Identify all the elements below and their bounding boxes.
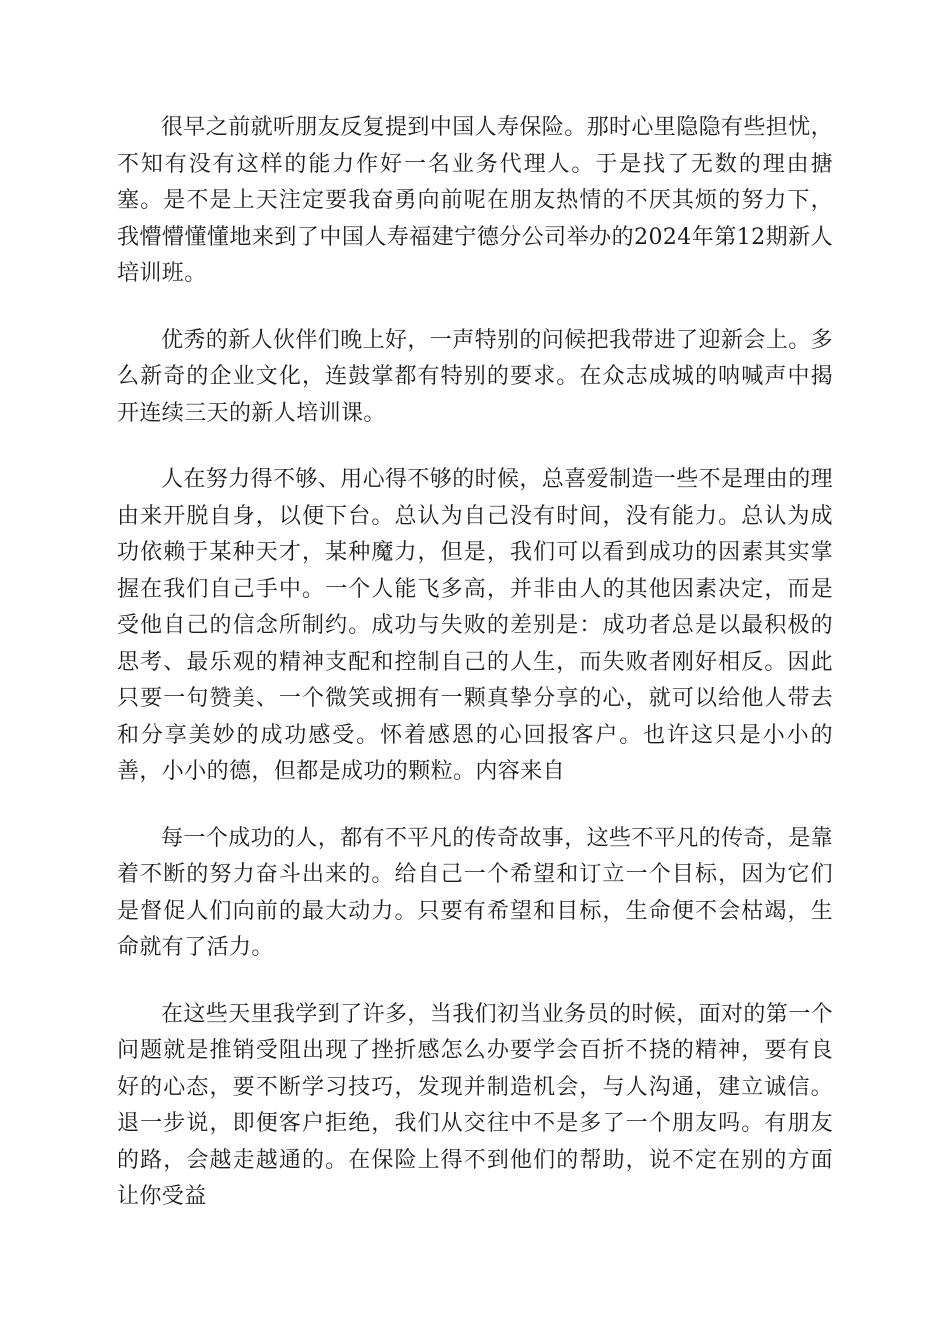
paragraph-5: 在这些天里我学到了许多，当我们初当业务员的时候，面对的第一个问题就是推销受阻出现了挫折感怎么办要学会百折不挠的精神，要有良好的心态，要不断学习技巧，发现并制造机会，与人沟通，建立诚信。退一步说，即便客户拒绝，我们从交往中不是多了一个朋友吗。有朋友的路，会越走越通的。在保险上得不到他们的帮助，说不定在别的方面让你受益	[117, 1001, 834, 1209]
document-page	[117, 110, 833, 1246]
paragraph-3: 人在努力得不够、用心得不够的时候，总喜爱制造一些不是理由的理由来开脱自身，以便下台。总认为自己没有时间，没有能力。总认为成功依赖于某种天才，某种魔力，但是，我们可以看到成功的因素其实掌握在我们自己手中。一个人能飞多高，并非由人的其他因素决定，而是受他自己的信念所制约。成功与失败的差别是：成功者总是以最积极的思考、最乐观的精神支配和控制自己的人生，而失败者刚好相反。因此只要一句赞美、一个微笑或拥有一颗真挚分享的心，就可以给他人带去和分享美妙的成功感受。怀着感恩的心回报客户。也许这只是小小的善，小小的德，但都是成功的颗粒。内容来自	[117, 467, 834, 784]
paragraph-4: 每一个成功的人，都有不平凡的传奇故事，这些不平凡的传奇，是靠着不断的努力奋斗出来的。给自己一个希望和订立一个目标，因为它们是督促人们向前的最大动力。只要有希望和目标，生命便不会枯竭，生命就有了活力。	[117, 825, 834, 960]
paragraph-1: 很早之前就听朋友反复提到中国人寿保险。那时心里隐隐有些担忧，不知有没有这样的能力作好一名业务代理人。于是找了无数的理由搪塞。是不是上天注定要我奋勇向前呢在朋友热情的不厌其烦的努力下，我懵懵懂懂地来到了中国人寿福建宁德分公司举办的2024年第12期新人培训班。	[117, 115, 834, 286]
paragraph-2: 优秀的新人伙伴们晚上好，一声特别的问候把我带进了迎新会上。多么新奇的企业文化，连鼓掌都有特别的要求。在众志成城的呐喊声中揭开连续三天的新人培训课。	[117, 327, 834, 426]
